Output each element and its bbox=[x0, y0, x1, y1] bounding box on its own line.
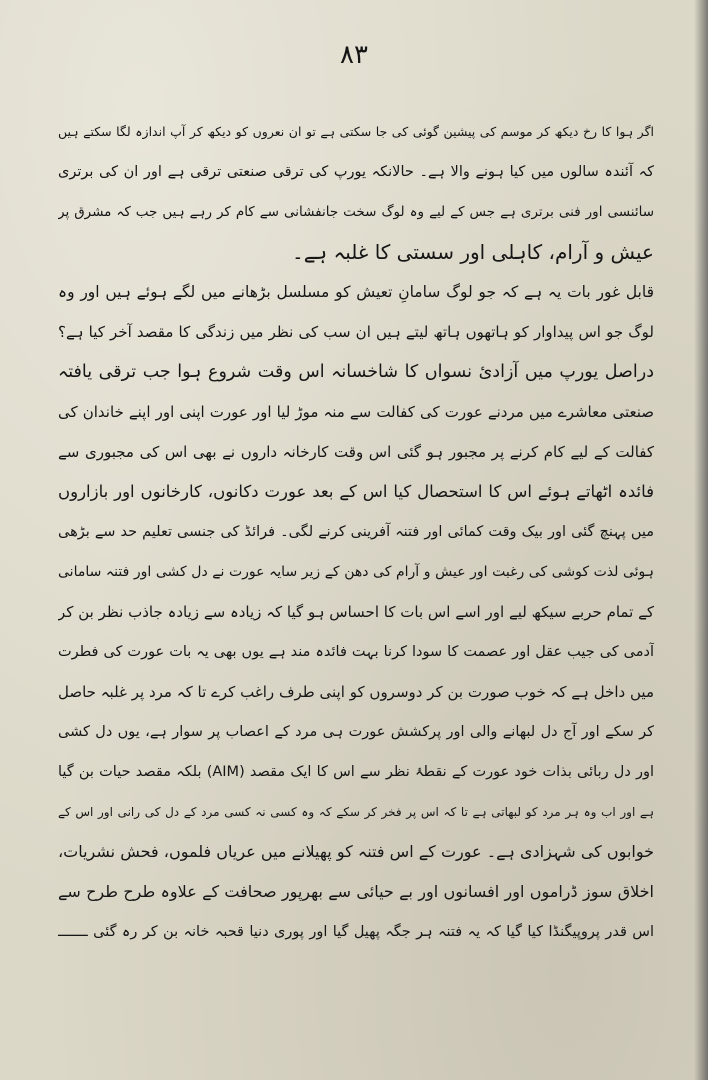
text-line: کفالت کے لیے کام کرنے پر مجبور ہو گئی اس وقت کارخانہ داروں نے بھی اس کی مجبوری سے bbox=[58, 443, 654, 461]
text-line: میں پہنچ گئی اور بیک وقت کمائی اور فتنہ آفرینی کرنے لگی۔ فرائڈ کی جنسی تعلیم حد سے بڑھی bbox=[58, 524, 654, 540]
text-line: کہ آئندہ سالوں میں کیا ہونے والا ہے۔ حالانکہ یورپ کی ترقی صنعتی ترقی ہے اور ان کی برتری bbox=[58, 164, 654, 180]
text-line: دراصل یورپ میں آزادیٔ نسواں کا شاخسانہ اس وقت شروع ہوا جب ترقی یافتہ bbox=[58, 362, 654, 382]
text-line: آدمی کی جیب عقل اور عصمت کا سودا کرنا بہت فائدہ مند ہے یوں بھی یہ بات عورت کی فطرت bbox=[58, 644, 654, 660]
text-line: کر سکے اور آج دل لبھانے والی اور پرکشش عورت ہی مرد کے اعصاب پر سوار ہے، یوں دل کشی bbox=[58, 724, 654, 740]
text-line: فائدہ اٹھاتے ہوئے اس کا استحصال کیا اس کے بعد عورت دکانوں، کارخانوں اور بازاروں bbox=[58, 482, 654, 501]
text-line: عیش و آرام، کاہلی اور سستی کا غلبہ ہے۔ bbox=[291, 240, 654, 264]
page-edge-shadow bbox=[694, 0, 708, 1080]
text-line: صنعتی معاشرے میں مردنے عورت کی کفالت سے منہ موڑ لیا اور عورت اپنی اور اپنے خاندان کی bbox=[58, 403, 654, 421]
urdu-body-text bbox=[58, 112, 654, 952]
text-line: میں داخل ہے کہ خوب صورت بن کر دوسروں کو اپنی طرف راغب کرے تا کہ مرد پر غلبہ حاصل bbox=[58, 683, 654, 701]
text-line: سائنسی اور فنی برتری ہے جس کے لیے وہ لوگ سخت جانفشانی سے کام کر رہے ہیں جب کہ مشرق پر bbox=[58, 204, 654, 220]
text-line: ہوئی لذت کوشی کی رغبت اور عیش و آرام کی دھن کے زیر سایہ عورت نے دل کشی اور فتنہ سامانی bbox=[58, 564, 654, 580]
text-line: اس قدر پروپیگنڈا کیا گیا کہ یہ فتنہ ہر جگہ پھیل گیا اور پوری دنیا قحبہ خانہ بن کر رہ گئی ـــــــ bbox=[58, 924, 654, 940]
text-line: کے تمام حربے سیکھ لیے اور اسے اس بات کا احساس ہو گیا کہ زیادہ سے زیادہ جاذب نظر بن کر bbox=[58, 603, 654, 621]
text-line: خوابوں کی شہزادی ہے۔ عورت کے اس فتنہ کو پھیلانے میں عریاں فلموں، فحش نشریات، bbox=[58, 842, 654, 861]
text-line: قابل غور بات یہ ہے کہ جو لوگ سامانِ تعیش کو مسلسل بڑھانے میں لگے ہوئے ہیں اور وہ bbox=[58, 283, 654, 301]
text-line: اخلاق سوز ڈراموں اور افسانوں اور بے حیائی سے بھرپور صحافت کے علاوہ طرح طرح سے bbox=[58, 882, 654, 901]
text-line: ہے اور اب وہ ہر مرد کو لبھاتی ہے تا کہ اس پر فخر کر سکے کہ وہ کسی نہ کسی مرد کے دل کی رانی اور اس کے bbox=[58, 805, 654, 819]
text-line: اگر ہوا کا رخ دیکھ کر موسم کی پیشین گوئی کی جا سکتی ہے تو ان نعروں کو دیکھ کر آپ اندازہ لگا سکتے ہیں bbox=[58, 124, 654, 139]
text-line: لوگ جو اس پیداوار کو ہاتھوں ہاتھ لیتے ہیں ان سب کی نظر میں زندگی کا مقصد آخر کیا ہے؟ bbox=[58, 323, 654, 341]
page-number: ۸۳ bbox=[340, 40, 368, 70]
text-line: اور دل ربائی بذات خود عورت کے نقطۂ نظر سے اس کا ایک مقصد (AIM) بلکہ مقصد حیات بن گیا bbox=[58, 764, 654, 780]
